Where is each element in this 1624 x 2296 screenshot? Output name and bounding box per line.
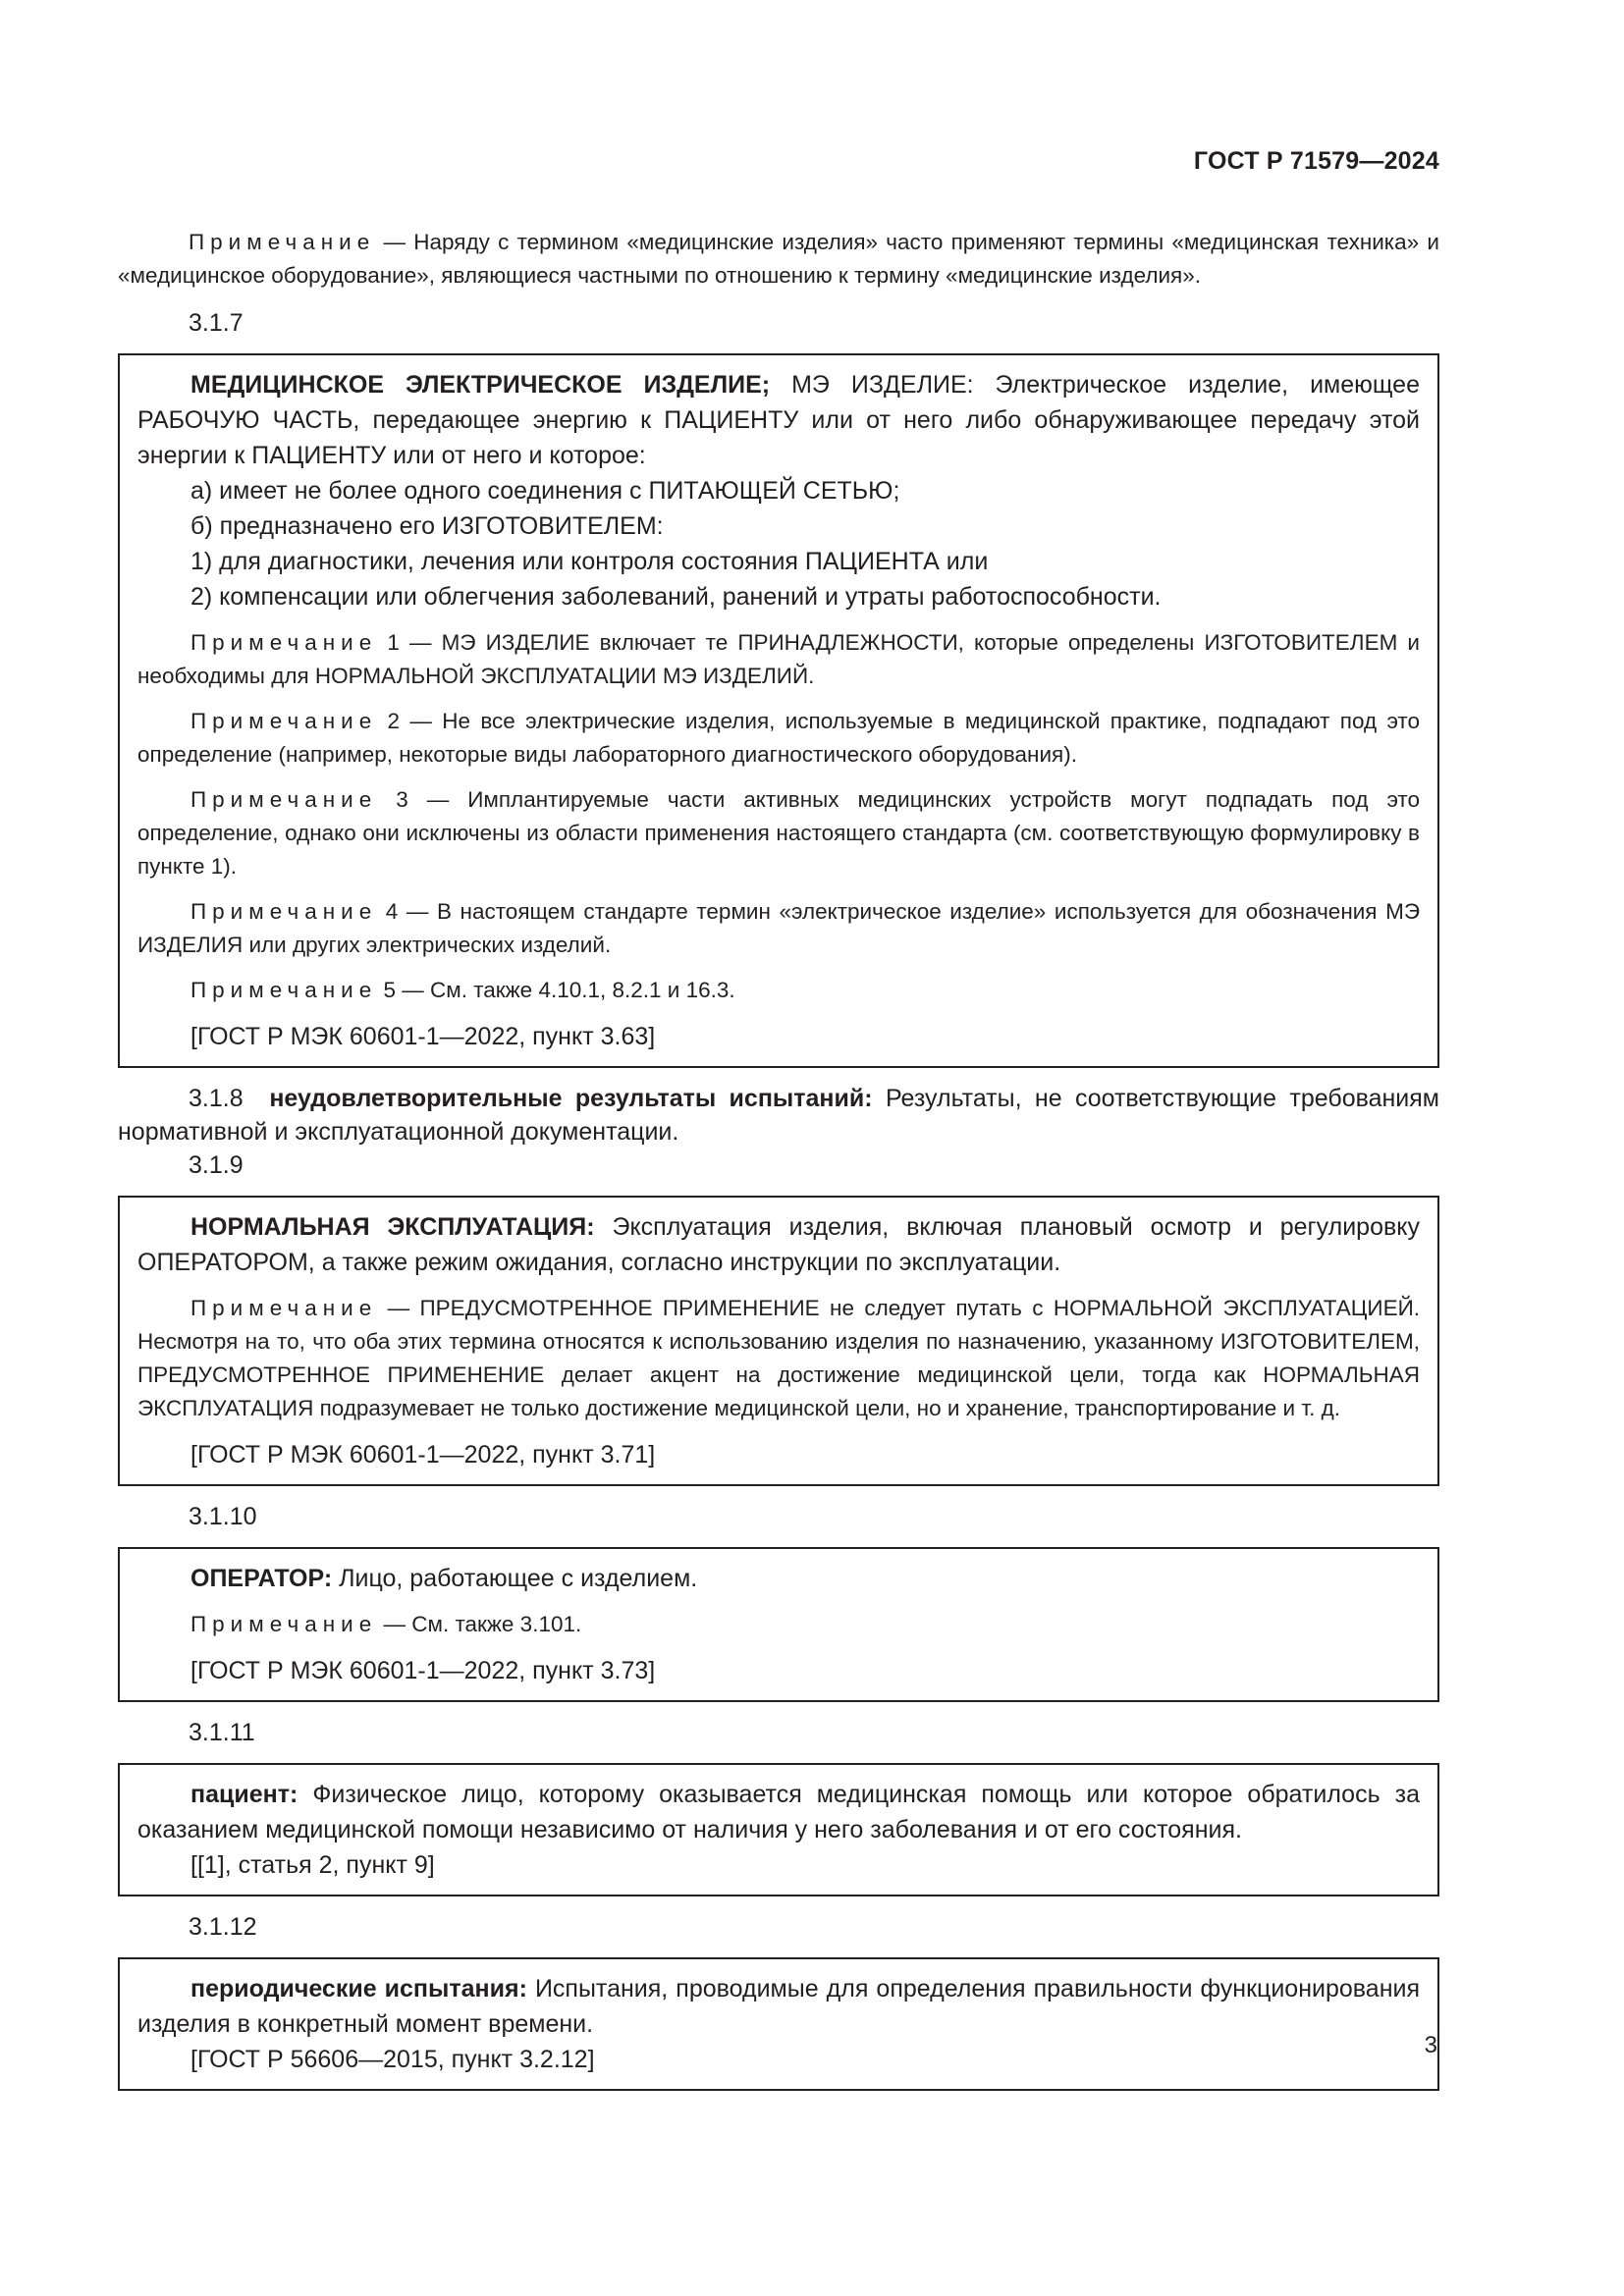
source-reference: [ГОСТ Р 56606—2015, пункт 3.2.12] bbox=[190, 2046, 595, 2073]
note bbox=[137, 1608, 1420, 1641]
list-item: 1) для диагностики, лечения или контроля состояния ПАЦИЕНТА или bbox=[190, 548, 989, 575]
page-number: 3 bbox=[1424, 2032, 1437, 2058]
note-label: Примечание bbox=[190, 1296, 378, 1320]
definition-box-3-1-7 bbox=[118, 353, 1439, 1068]
section-number-3-1-10: 3.1.10 bbox=[189, 1503, 257, 1530]
note-4 bbox=[137, 895, 1420, 962]
note-2 bbox=[137, 705, 1420, 772]
note-text: — Наряду с термином «медицинские изделия» часто применяют термины «медицинская техника» и «медицинское оборудование», являющиеся частными по отношению к термину «медицинские изделия». bbox=[118, 230, 1439, 288]
definition-3-1-11 bbox=[137, 1777, 1420, 1847]
source-reference: [ГОСТ Р МЭК 60601-1—2022, пункт 3.71] bbox=[190, 1441, 656, 1468]
note-3 bbox=[137, 783, 1420, 883]
note-text: 2 — Не все электрические изделия, используемые в медицинской практике, подпадают под это определение (например, некоторые виды лабораторного диагностического оборудования). bbox=[137, 709, 1420, 767]
definition-box-3-1-9 bbox=[118, 1196, 1439, 1486]
definition-text: Лицо, работающее с изделием. bbox=[332, 1565, 698, 1592]
source-reference: [[1], статья 2, пункт 9] bbox=[190, 1851, 435, 1879]
note-1 bbox=[137, 626, 1420, 693]
list-item: б) предназначено его ИЗГОТОВИТЕЛЕМ: bbox=[190, 512, 664, 540]
note-label: Примечание bbox=[190, 978, 378, 1002]
note-text: — См. также 3.101. bbox=[377, 1612, 582, 1636]
definition-3-1-8 bbox=[118, 1082, 1439, 1148]
note-text: 4 — В настоящем стандарте термин «электрическое изделие» используется для обозначения МЭ ИЗДЕЛИЯ или других электрических изделий. bbox=[137, 899, 1420, 957]
definition-text: Испытания, проводимые для определения правильности функционирования изделия в конкретный момент времени. bbox=[137, 1975, 1420, 2038]
source-reference: [ГОСТ Р МЭК 60601-1—2022, пункт 3.73] bbox=[190, 1657, 656, 1684]
note-label: Примечание bbox=[189, 230, 376, 254]
source-reference: [ГОСТ Р МЭК 60601-1—2022, пункт 3.63] bbox=[190, 1023, 656, 1050]
term: периодические испытания: bbox=[190, 1975, 527, 2002]
term: МЕДИЦИНСКОЕ ЭЛЕКТРИЧЕСКОЕ ИЗДЕЛИЕ; bbox=[190, 371, 771, 399]
term: неудовлетворительные результаты испытаний: bbox=[269, 1085, 873, 1112]
note bbox=[137, 1292, 1420, 1425]
section-number-3-1-9: 3.1.9 bbox=[189, 1151, 244, 1179]
note-text: 1 — МЭ ИЗДЕЛИЕ включает те ПРИНАДЛЕЖНОСТИ, которые определены ИЗГОТОВИТЕЛЕМ и необходимы для НОРМАЛЬНОЙ ЭКСПЛУАТАЦИИ МЭ ИЗДЕЛИЙ. bbox=[137, 630, 1420, 688]
definition-text: Физическое лицо, которому оказывается медицинская помощь или которое обратилось за оказанием медицинской помощи независимо от наличия у него заболевания и от его состояния. bbox=[137, 1781, 1420, 1843]
note-label: Примечание bbox=[190, 630, 378, 655]
definition-3-1-10 bbox=[137, 1561, 1420, 1596]
definition-3-1-7 bbox=[137, 367, 1420, 473]
page-content bbox=[118, 226, 1439, 2091]
definition-box-3-1-10 bbox=[118, 1547, 1439, 1702]
list-item: а) имеет не более одного соединения с ПИТАЮЩЕЙ СЕТЬЮ; bbox=[190, 477, 900, 505]
note-text: 5 — См. также 4.10.1, 8.2.1 и 16.3. bbox=[377, 978, 735, 1002]
list-item: 2) компенсации или облегчения заболеваний, ранений и утраты работоспособности. bbox=[190, 583, 1162, 611]
intro-note bbox=[118, 226, 1439, 293]
note-label: Примечание bbox=[190, 787, 378, 812]
definition-3-1-9 bbox=[137, 1209, 1420, 1280]
definition-box-3-1-12 bbox=[118, 1957, 1439, 2091]
note-5 bbox=[137, 974, 1420, 1007]
term: НОРМАЛЬНАЯ ЭКСПЛУАТАЦИЯ: bbox=[190, 1213, 595, 1241]
note-label: Примечание bbox=[190, 1612, 378, 1636]
definition-text: Эксплуатация изделия, включая плановый осмотр и регулировку ОПЕРАТОРОМ, а также режим ожидания, согласно инструкции по эксплуатации. bbox=[137, 1213, 1420, 1276]
note-label: Примечание bbox=[190, 899, 378, 924]
document-code: ГОСТ Р 71579—2024 bbox=[1193, 147, 1439, 175]
note-text: — ПРЕДУСМОТРЕННОЕ ПРИМЕНЕНИЕ не следует путать с НОРМАЛЬНОЙ ЭКСПЛУАТАЦИЕЙ. Несмотря на то, что оба этих термина относятся к использованию изделия по назначению, указанному ИЗГОТОВИТЕЛЕМ, ПРЕДУСМОТРЕННОЕ ПРИМЕНЕНИЕ делает акцент на достижение медицинской цели, тогда как НОРМАЛЬНАЯ ЭКСПЛУАТАЦИЯ подразумевает не только достижение медицинской цели, но и хранение, транспортирование и т. д. bbox=[137, 1296, 1420, 1420]
term: ОПЕРАТОР: bbox=[190, 1565, 333, 1592]
definition-3-1-12 bbox=[137, 1971, 1420, 2042]
definition-text: Результаты, не соответствующие требованиям нормативной и эксплуатационной документации. bbox=[118, 1085, 1439, 1146]
section-number-3-1-12: 3.1.12 bbox=[189, 1913, 257, 1941]
term: пациент: bbox=[190, 1781, 298, 1808]
section-number-3-1-11: 3.1.11 bbox=[189, 1719, 255, 1746]
definition-box-3-1-11 bbox=[118, 1763, 1439, 1896]
section-number-3-1-7: 3.1.7 bbox=[189, 309, 244, 337]
definition-text: МЭ ИЗДЕЛИЕ: Электрическое изделие, имеющее РАБОЧУЮ ЧАСТЬ, передающее энергию к ПАЦИЕНТУ или от него либо обнаруживающее передачу этой энергии к ПАЦИЕНТУ или от него и которое: bbox=[137, 371, 1420, 469]
section-number: 3.1.8 bbox=[189, 1085, 244, 1112]
note-label: Примечание bbox=[190, 709, 378, 733]
note-text: 3 — Имплантируемые части активных медицинских устройств могут подпадать под это определение, однако они исключены из области применения настоящего стандарта (см. соответствующую формулировку в пункте 1). bbox=[137, 787, 1420, 879]
